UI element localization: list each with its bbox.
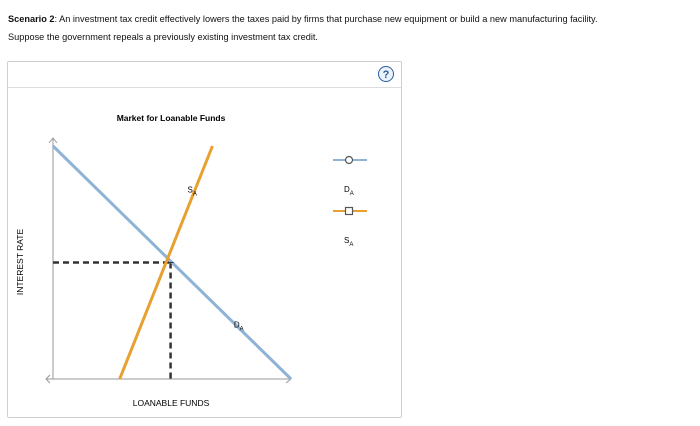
graph-panel (7, 61, 402, 418)
y-axis-label: INTEREST RATE (15, 228, 25, 296)
loanable-funds-chart (8, 62, 401, 417)
help-icon[interactable]: ? (378, 66, 394, 82)
legend-demand-circle-icon[interactable] (346, 157, 353, 164)
scenario-label: Scenario 2 (8, 14, 55, 24)
legend-supply-label: $S_A$ (344, 236, 354, 248)
scenario-line-1 (8, 10, 698, 28)
legend (333, 157, 367, 249)
supply-curve-label: $S_A$ (187, 185, 197, 198)
legend-supply-square-icon[interactable] (346, 208, 353, 215)
scenario-line-1-text: : An investment tax credit effectively lowers the taxes paid by firms that purchase new equipment or build a new manufacturing facility. (54, 14, 598, 24)
legend-demand-label: $D_A$ (344, 185, 354, 197)
x-axis-label: LOANABLE FUNDS (132, 398, 210, 408)
plot-area (53, 146, 291, 379)
demand-curve-label: $D_A$ (233, 320, 244, 333)
scenario-line-2: Suppose the government repeals a previously existing investment tax credit. (8, 32, 318, 42)
scenario-text (8, 10, 698, 46)
chart-title: Market for Loanable Funds (116, 113, 226, 123)
